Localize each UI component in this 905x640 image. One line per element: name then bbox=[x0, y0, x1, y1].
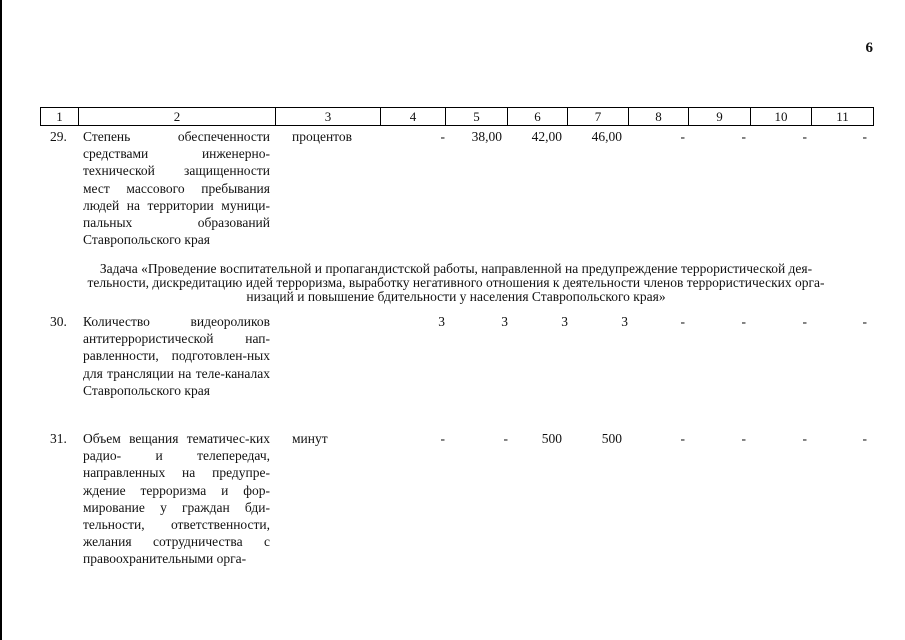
header-col-6: 6 bbox=[508, 108, 568, 125]
header-col-8: 8 bbox=[629, 108, 689, 125]
header-col-9: 9 bbox=[689, 108, 751, 125]
row-number: 31. bbox=[50, 431, 67, 446]
task-line-3: низаций и повышение бдительности у населения Ставропольского края» bbox=[246, 289, 666, 305]
row-col-7: 3 bbox=[621, 314, 628, 329]
row-col-10: - bbox=[802, 129, 807, 144]
header-col-2: 2 bbox=[79, 108, 276, 125]
row-col-6: 500 bbox=[541, 431, 562, 446]
row-unit: минут bbox=[292, 431, 328, 446]
row-col-7: 500 bbox=[601, 431, 622, 446]
row-col-8: - bbox=[680, 129, 685, 144]
header-col-1: 1 bbox=[41, 108, 79, 125]
row-description: Объем вещания тематичес-ких радио- и телепередач, направленных на предупре-ждение терроризма и фор-мирование у граждан бди-тельности, ответственности, желания сотрудничества с правоохранительными орга- bbox=[83, 431, 270, 567]
row-number: 29. bbox=[50, 129, 67, 144]
header-col-4: 4 bbox=[381, 108, 446, 125]
row-col-10: - bbox=[802, 431, 807, 446]
header-col-5: 5 bbox=[446, 108, 508, 125]
header-col-11: 11 bbox=[836, 109, 849, 124]
row-col-5: 3 bbox=[501, 314, 508, 329]
row-description: Степень обеспеченности средствами инженерно-технической защищенности мест массового пребывания людей на территории муници-пальных образований Ставропольского края bbox=[83, 129, 270, 248]
row-col-11: - bbox=[862, 129, 867, 144]
row-description: Количество видеороликов антитеррористической нап-равленности, подготовлен-ных для трансляции на теле-каналах Ставропольского края bbox=[83, 314, 270, 398]
row-col-11: - bbox=[862, 431, 867, 446]
row-col-9: - bbox=[741, 431, 746, 446]
row-col-4: - bbox=[440, 129, 445, 144]
row-unit: процентов bbox=[292, 129, 353, 144]
row-col-10: - bbox=[802, 314, 807, 329]
header-col-7: 7 bbox=[568, 108, 629, 125]
row-col-5: 38,00 bbox=[471, 129, 502, 144]
row-col-5: - bbox=[503, 431, 508, 446]
row-number: 30. bbox=[50, 314, 67, 329]
row-col-6: 42,00 bbox=[531, 129, 562, 144]
row-col-9: - bbox=[741, 129, 746, 144]
row-col-8: - bbox=[680, 314, 685, 329]
row-col-9: - bbox=[741, 314, 746, 329]
page-number: 6 bbox=[865, 40, 873, 56]
row-col-8: - bbox=[680, 431, 685, 446]
table-header-row bbox=[40, 107, 874, 126]
header-col-3: 3 bbox=[276, 108, 381, 125]
row-col-7: 46,00 bbox=[591, 129, 622, 144]
row-col-4: - bbox=[440, 431, 445, 446]
header-col-10: 10 bbox=[751, 108, 812, 125]
task-line-2: тельности, дискредитацию идей терроризма, выработку негативного отношения к деятельности членов террористических орга- bbox=[87, 275, 825, 291]
page-left-edge-lower bbox=[0, 530, 2, 640]
task-line-1: Задача «Проведение воспитательной и пропагандистской работы, направленной на предупреждение террористической дея- bbox=[99, 261, 813, 276]
task-heading bbox=[40, 262, 872, 305]
row-col-6: 3 bbox=[561, 314, 568, 329]
row-col-11: - bbox=[862, 314, 867, 329]
row-col-4: 3 bbox=[438, 314, 445, 329]
